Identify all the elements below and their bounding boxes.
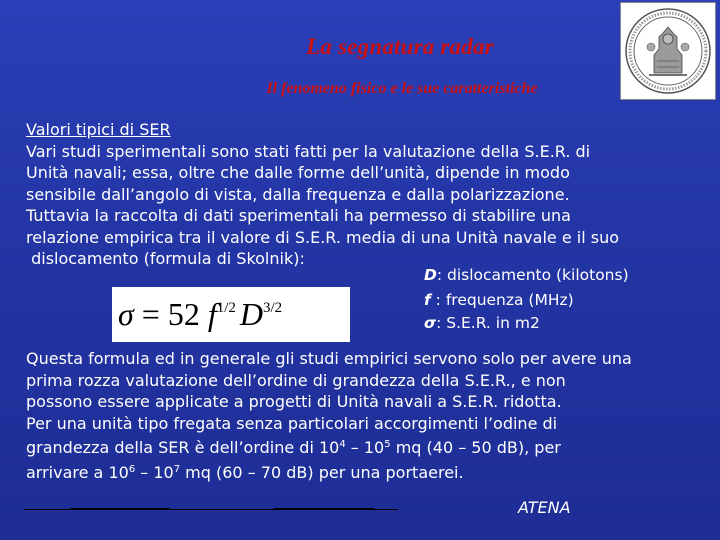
legend-item xyxy=(424,266,629,284)
footer-divider-accent xyxy=(274,508,374,510)
footer-label: ATENA xyxy=(518,498,571,517)
formula-exp-f: 1/2 xyxy=(216,300,236,316)
university-seal-icon xyxy=(620,2,716,100)
formula-f: f xyxy=(207,296,217,332)
text-line: Unità navali; essa, oltre che dalle forme dell’unità, dipende in modo xyxy=(26,163,570,182)
footer-divider-accent xyxy=(70,508,170,510)
text-line: dislocamento (formula di Skolnik): xyxy=(26,249,305,268)
text-line-frigate xyxy=(26,434,632,459)
text-line: possono essere applicate a progetti di Unità navali a S.E.R. ridotta. xyxy=(26,392,562,411)
exponent: 7 xyxy=(173,463,181,475)
slide-subtitle: Il fenomeno fisico e le sue caratteristiche xyxy=(266,80,538,97)
legend-text: : frequenza (MHz) xyxy=(430,291,574,309)
formula-D: D xyxy=(239,296,263,332)
section-heading: Valori tipici di SER xyxy=(26,120,171,139)
text-line: Questa formula ed in generale gli studi empirici servono solo per avere una xyxy=(26,349,632,368)
skolnik-formula xyxy=(112,287,350,342)
slide-title: La segnatura radar xyxy=(306,34,494,59)
text-line: Per una unità tipo fregata senza particolari accorgimenti l’odine di xyxy=(26,413,558,433)
text-fragment: mq (60 – 70 dB) per una portaerei. xyxy=(180,462,464,482)
exponent: 5 xyxy=(384,439,391,450)
text-line: Tuttavia la raccolta di dati sperimentali ha permesso di stabilire una xyxy=(26,206,571,225)
formula-exp-D: 3/2 xyxy=(263,300,283,316)
text-fragment: – 10 xyxy=(135,462,174,482)
text-line: Vari studi sperimentali sono stati fatti per la valutazione della S.E.R. di xyxy=(26,141,591,161)
text-fragment: mq (40 – 50 dB), per xyxy=(390,438,561,457)
legend-text: : S.E.R. in m2 xyxy=(436,314,540,332)
text-fragment: grandezza della SER è dell’ordine di 10 xyxy=(26,438,340,457)
legend-item xyxy=(424,314,540,332)
legend-text: : dislocamento (kilotons) xyxy=(436,266,629,284)
formula-equals: = 52 xyxy=(133,296,208,332)
text-fragment: arrivare a 10 xyxy=(26,462,129,482)
text-line-carrier xyxy=(26,459,632,484)
paragraph-intro xyxy=(26,119,619,270)
legend-symbol: σ xyxy=(424,314,437,332)
paragraph-conclusion xyxy=(26,348,632,483)
formula-sigma: σ xyxy=(118,296,134,332)
text-line: sensibile dall’angolo di vista, dalla frequenza e dalla polarizzazione. xyxy=(26,184,570,204)
exponent: 4 xyxy=(339,439,346,450)
text-line: relazione empirica tra il valore di S.E.R. media di una Unità navale e il suo xyxy=(26,227,619,247)
text-fragment: – 10 xyxy=(345,438,385,457)
legend-symbol: f xyxy=(424,291,431,309)
legend-symbol: D xyxy=(424,266,437,284)
exponent: 6 xyxy=(128,463,136,475)
text-line: prima rozza valutazione dell’ordine di grandezza della S.E.R., e non xyxy=(26,370,566,390)
legend-item xyxy=(424,291,574,309)
